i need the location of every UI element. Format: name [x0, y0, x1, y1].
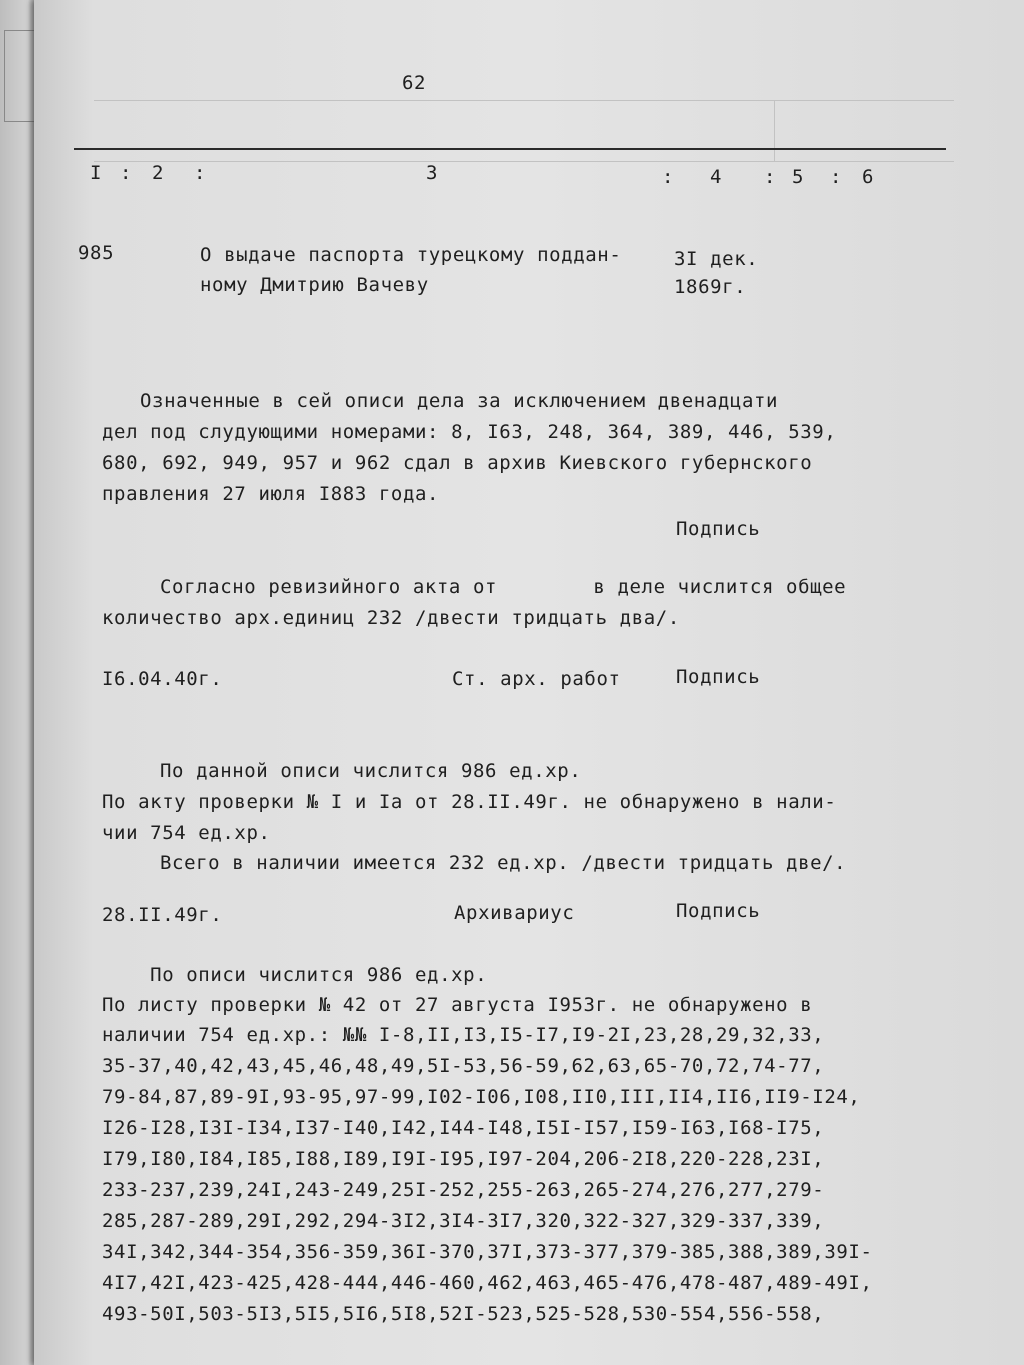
entry-number: 985	[78, 242, 115, 264]
list-line: 493-50I,503-5I3,5I5,5I6,5I8,52I-523,525-528,530-554,556-558,	[102, 1303, 825, 1325]
list-line: 34I,342,344-354,356-359,36I-370,37I,373-377,379-385,388,389,39I-	[102, 1241, 873, 1263]
entry-date-line: 1869г.	[674, 276, 747, 298]
column-separator: :	[662, 166, 675, 188]
note-line: дел под слудующими номерами: 8, I63, 248, 364, 389, 446, 539,	[102, 421, 837, 443]
entry-date-line: 3I дек.	[674, 248, 759, 270]
faint-ruled-header	[94, 100, 954, 162]
list-line: 79-84,87,89-9I,93-95,97-99,I02-I06,I08,II0,III,II4,II6,II9-I24,	[102, 1086, 861, 1108]
document-page	[34, 0, 1024, 1365]
note-date: 28.II.49г.	[102, 904, 223, 926]
entry-title-line: ному Дмитрию Вачеву	[200, 274, 429, 296]
column-number: 5	[792, 166, 805, 188]
note-line: По акту проверки № I и Iа от 28.II.49г. не обнаружено в нали-	[102, 791, 837, 813]
note-line: 680, 692, 949, 957 и 962 сдал в архив Киевского губернского	[102, 452, 813, 474]
list-line: I26-I28,I3I-I34,I37-I40,I42,I44-I48,I5I-I57,I59-I63,I68-I75,	[102, 1117, 825, 1139]
header-divider-line	[74, 148, 946, 150]
signer-position: Архивариус	[454, 902, 575, 924]
note-line: Всего в наличии имеется 232 ед.хр. /двести тридцать две/.	[160, 852, 847, 874]
list-line: По описи числится 986 ед.хр.	[102, 964, 488, 986]
column-separator: :	[764, 166, 777, 188]
entry-title-line: О выдаче паспорта турецкому поддан-	[200, 244, 622, 266]
note-line: По данной описи числится 986 ед.хр.	[160, 760, 582, 782]
column-number: 3	[426, 162, 439, 184]
column-separator: :	[830, 166, 843, 188]
list-line: I79,I80,I84,I85,I88,I89,I9I-I95,I97-204,206-2I8,220-228,23I,	[102, 1148, 825, 1170]
note-line: Согласно ревизийного акта от в деле числится общее	[160, 576, 847, 598]
signature-label: Подпись	[676, 900, 761, 922]
column-number: 2	[152, 162, 165, 184]
list-line: наличии 754 ед.хр.: №№ I-8,II,I3,I5-I7,I9-2I,23,28,29,32,33,	[102, 1024, 825, 1046]
note-line: правления 27 июля I883 года.	[102, 483, 440, 505]
column-number: 4	[710, 166, 723, 188]
note-line: Означенные в сей описи дела за исключением двенадцати	[140, 390, 779, 412]
signature-label: Подпись	[676, 666, 761, 688]
list-line: 285,287-289,29I,292,294-3I2,3I4-3I7,320,322-327,329-337,339,	[102, 1210, 825, 1232]
list-line: 4I7,42I,423-425,428-444,446-460,462,463,465-476,478-487,489-49I,	[102, 1272, 873, 1294]
note-line: количество арх.единиц 232 /двести тридцать два/.	[102, 607, 680, 629]
column-separator: :	[194, 162, 207, 184]
list-line: 233-237,239,24I,243-249,25I-252,255-263,265-274,276,277,279-	[102, 1179, 825, 1201]
signature-label: Подпись	[676, 518, 761, 540]
column-number: 6	[862, 166, 875, 188]
note-date: I6.04.40г.	[102, 668, 223, 690]
list-line: 35-37,40,42,43,45,46,48,49,5I-53,56-59,62,63,65-70,72,74-77,	[102, 1055, 825, 1077]
column-number: I	[90, 162, 103, 184]
note-line: чии 754 ед.хр.	[102, 822, 271, 844]
signer-position: Ст. арх. работ	[452, 668, 621, 690]
list-line: По листу проверки № 42 от 27 августа I953г. не обнаружено в	[102, 994, 813, 1016]
column-separator: :	[120, 162, 133, 184]
adjacent-page-fragment	[4, 30, 36, 122]
page-number: 62	[402, 72, 427, 94]
